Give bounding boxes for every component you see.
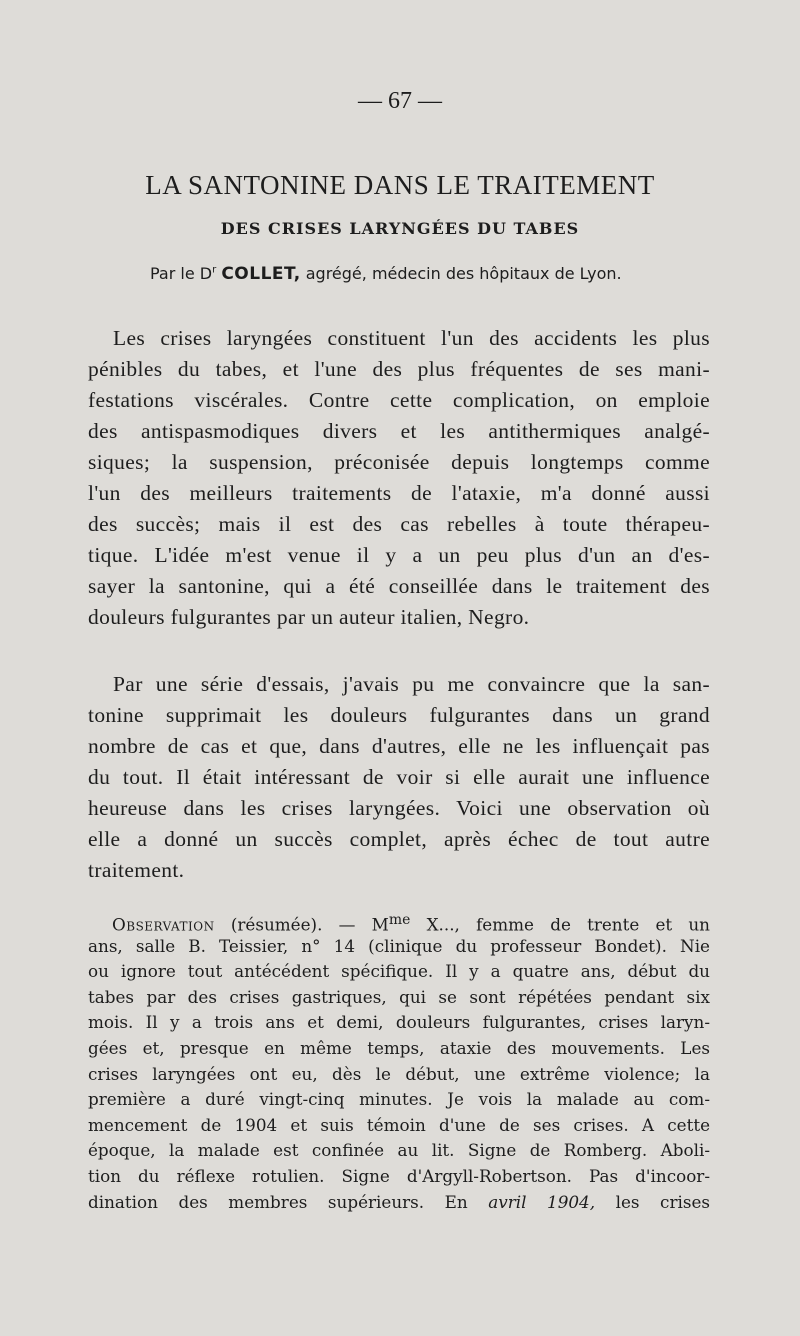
page-number: — 67 — bbox=[358, 88, 442, 114]
author-byline bbox=[150, 264, 730, 284]
text-line: festations viscérales. Contre cette complication, on emploie bbox=[88, 388, 710, 412]
text-line: nombre de cas et que, dans d'autres, elle ne les influençait pas bbox=[88, 734, 710, 758]
observation-line: mois. Il y a trois ans et demi, douleurs fulgurantes, crises laryn- bbox=[88, 1012, 710, 1033]
observation-line: ans, salle B. Teissier, n° 14 (clinique du professeur Bondet). Nie bbox=[88, 935, 710, 956]
paragraph-1 bbox=[88, 323, 710, 633]
text-line: tonine supprimait les douleurs fulgurantes dans un grand bbox=[88, 703, 710, 727]
observation-first-line bbox=[88, 908, 710, 934]
text-line: sayer la santonine, qui a été conseillée dans le traitement des bbox=[88, 574, 710, 598]
observation-text: dination des membres supérieurs. En bbox=[88, 1191, 489, 1212]
text-line: des succès; mais il est des cas rebelles à toute thérapeu- bbox=[88, 512, 710, 536]
observation-block bbox=[88, 908, 710, 1215]
observation-last-line bbox=[88, 1190, 710, 1216]
article-subtitle: DES CRISES LARYNGÉES DU TABES bbox=[220, 219, 580, 238]
byline-suffix: agrégé, médecin des hôpitaux de Lyon. bbox=[300, 264, 622, 283]
observation-label: Observation bbox=[112, 914, 215, 935]
text-line: traitement. bbox=[88, 858, 185, 882]
text-line: l'un des meilleurs traitements de l'ataxie, m'a donné aussi bbox=[88, 481, 710, 505]
observation-line: crises laryngées ont eu, dès le début, une extrême violence; la bbox=[88, 1063, 710, 1084]
text-line: heureuse dans les crises laryngées. Voici une observation où bbox=[88, 796, 710, 820]
observation-sup: me bbox=[388, 912, 411, 928]
observation-line: première a duré vingt-cinq minutes. Je vois la malade au com- bbox=[88, 1089, 710, 1110]
text-line: Les crises laryngées constituent l'un des accidents les plus bbox=[113, 326, 710, 350]
text-line: siques; la suspension, préconisée depuis longtemps comme bbox=[88, 450, 710, 474]
text-line: pénibles du tabes, et l'une des plus fréquentes de ses mani- bbox=[88, 357, 710, 381]
text-line: tique. L'idée m'est venue il y a un peu plus d'un an d'es- bbox=[88, 543, 710, 567]
text-line: du tout. Il était intéressant de voir si elle aurait une influence bbox=[88, 765, 710, 789]
author-name: COLLET, bbox=[221, 264, 301, 284]
text-line: elle a donné un succès complet, après échec de tout autre bbox=[88, 827, 710, 851]
text-line: douleurs fulgurantes par un auteur italien, Negro. bbox=[88, 605, 530, 629]
observation-text: (résumée). — M bbox=[214, 914, 389, 935]
observation-text: les crises bbox=[595, 1191, 710, 1212]
article-title: LA SANTONINE DANS LE TRAITEMENT bbox=[145, 170, 655, 200]
observation-italic-date: avril 1904, bbox=[488, 1191, 596, 1212]
text-line: Par une série d'essais, j'avais pu me convaincre que la san- bbox=[113, 672, 710, 696]
text-line: des antispasmodiques divers et les antithermiques analgé- bbox=[88, 419, 710, 443]
byline-prefix-sup: r bbox=[212, 264, 217, 276]
observation-line: époque, la malade est confinée au lit. Signe de Romberg. Aboli- bbox=[88, 1140, 710, 1161]
observation-line: tabes par des crises gastriques, qui se sont répétées pendant six bbox=[88, 986, 710, 1007]
paragraph-2 bbox=[88, 669, 710, 886]
byline-prefix: Par le D bbox=[150, 264, 213, 283]
observation-line: gées et, presque en même temps, ataxie des mouvements. Les bbox=[88, 1037, 710, 1058]
observation-line: tion du réflexe rotulien. Signe d'Argyll-Robertson. Pas d'incoor- bbox=[88, 1165, 710, 1186]
observation-line: ou ignore tout antécédent spécifique. Il y a quatre ans, début du bbox=[88, 961, 710, 982]
observation-text: X..., femme de trente et un bbox=[410, 914, 710, 935]
observation-line: mencement de 1904 et suis témoin d'une de ses crises. A cette bbox=[88, 1114, 710, 1135]
